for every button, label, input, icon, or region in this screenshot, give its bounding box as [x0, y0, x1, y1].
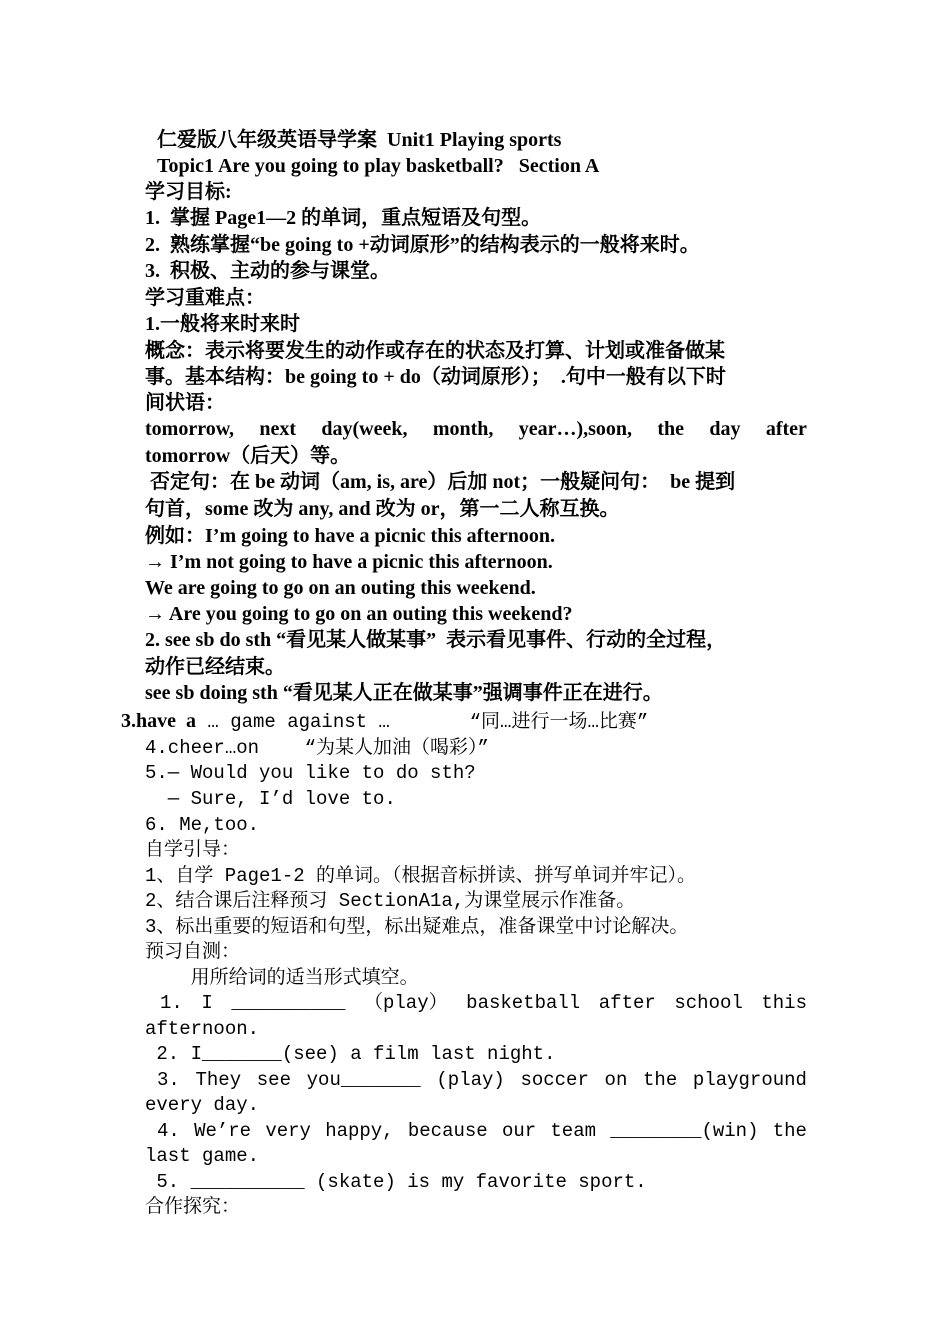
- point-1-title: 1.一般将来时来时: [145, 313, 300, 335]
- point-2-line-2: 动作已经结束。: [145, 656, 285, 678]
- pretest-heading: 预习自测：: [145, 941, 241, 963]
- question-2: 2. I_______(see) a film last night.: [145, 1043, 556, 1065]
- point-3: [121, 708, 648, 736]
- negative-line-2: 句首，some 改为 any, and 改为 or，第一二人称互换。: [145, 498, 620, 520]
- time-words-end: tomorrow（后天）等。: [145, 445, 351, 467]
- q1-word: I: [201, 992, 213, 1014]
- self-study-2: 2、结合课后注释预习 SectionA1a,为课堂展示作准备。: [145, 890, 636, 912]
- point-4: 4.cheer…on “为某人加油（喝彩）”: [145, 737, 489, 759]
- q4-word: our: [501, 1120, 537, 1142]
- q3-word: 3.: [157, 1069, 180, 1091]
- q3-word: see: [256, 1069, 291, 1091]
- q3-word: playground: [692, 1069, 807, 1091]
- q4-word: We’re: [194, 1120, 252, 1142]
- example-1: 例如：I’m going to have a picnic this afternoon.: [145, 525, 555, 547]
- negative-line-1: 否定句：在 be 动词（am, is, are）后加 not；一般疑问句： be 提到: [145, 471, 736, 493]
- objective-3: 3. 积极、主动的参与课堂。: [145, 260, 390, 282]
- cooperation-heading: 合作探究：: [145, 1196, 241, 1218]
- title-line-1: 仁爱版八年级英语导学案 Unit1 Playing sports: [157, 129, 562, 151]
- title-line-2: Topic1 Are you going to play basketball? Section A: [157, 155, 600, 177]
- question-5: 5. __________ (skate) is my favorite sport.: [145, 1171, 647, 1193]
- q1-word: this: [761, 992, 807, 1014]
- q4-word: very: [265, 1120, 311, 1142]
- time-word: next: [259, 418, 297, 440]
- q4-word: 4.: [157, 1120, 180, 1142]
- q3-word: (play): [436, 1069, 505, 1091]
- q4-word: because: [407, 1120, 488, 1142]
- q3-word: soccer: [520, 1069, 589, 1091]
- question-3: [157, 1067, 807, 1093]
- point-5-question: 5.— Would you like to do sth?: [145, 762, 476, 784]
- q1-word: school: [674, 992, 743, 1014]
- objective-2: 2. 熟练掌握“be going to +动词原形”的结构表示的一般将来时。: [145, 234, 700, 256]
- self-study-1: 1、自学 Page1-2 的单词。（根据音标拼读、拼写单词并牢记）。: [145, 865, 697, 887]
- objective-1: 1. 掌握 Page1—2 的单词，重点短语及句型。: [145, 207, 542, 229]
- pretest-instruction: 用所给词的适当形式填空。: [145, 967, 419, 989]
- self-study-3: 3、标出重要的短语和句型，标出疑难点，准备课堂中讨论解决。: [145, 916, 689, 938]
- point-6: 6. Me,too.: [145, 814, 260, 836]
- question-3-end: every day.: [145, 1094, 260, 1116]
- q4-word: team: [550, 1120, 597, 1142]
- q3-blank: you_______: [306, 1069, 421, 1091]
- objectives-heading: 学习目标:: [145, 181, 232, 203]
- time-word: day(week,: [321, 418, 408, 440]
- point-2-line-3: see sb doing sth “看见某人正在做某事”强调事件正在进行。: [145, 682, 663, 704]
- concept-line-3: 间状语：: [145, 392, 225, 414]
- time-word: day: [709, 418, 741, 440]
- q4-blank: ________(win): [610, 1120, 759, 1142]
- q3-word: the: [643, 1069, 678, 1091]
- example-4: → Are you going to go on an outing this weekend?: [145, 603, 573, 625]
- q3-word: on: [604, 1069, 628, 1091]
- q1-word: （play）: [363, 992, 448, 1014]
- time-word: year…),soon,: [518, 418, 633, 440]
- q1-word: 1.: [160, 992, 183, 1014]
- concept-line-1: 概念：表示将要发生的动作或存在的状态及打算、计划或准备做某: [145, 340, 725, 362]
- time-word: tomorrow,: [145, 418, 235, 440]
- concept-line-2: 事。基本结构：be going to + do（动词原形）； .句中一般有以下时: [145, 366, 726, 388]
- question-1-end: afternoon.: [145, 1018, 260, 1040]
- q1-blank: __________: [231, 992, 346, 1014]
- q3-word: They: [195, 1069, 242, 1091]
- time-word: after: [765, 418, 807, 440]
- example-2: → I’m not going to have a picnic this afternoon.: [145, 551, 553, 573]
- time-words-line: [145, 416, 807, 442]
- time-word: the: [657, 418, 685, 440]
- point-3-prefix: 3.have a: [121, 710, 196, 732]
- key-points-heading: 学习重难点：: [145, 287, 265, 309]
- point-5-answer: — Sure, I’d love to.: [145, 788, 396, 810]
- q1-word: after: [598, 992, 656, 1014]
- question-1: [160, 990, 807, 1016]
- question-4-end: last game.: [145, 1145, 260, 1167]
- q1-word: basketball: [466, 992, 581, 1014]
- self-study-heading: 自学引导：: [145, 839, 241, 861]
- q4-word: happy,: [325, 1120, 394, 1142]
- time-word: month,: [432, 418, 494, 440]
- question-4: [157, 1118, 807, 1144]
- point-2-line-1: 2. see sb do sth “看见某人做某事” 表示看见事件、行动的全过程，: [145, 629, 727, 651]
- point-3-rest: … game against … “同…进行一场…比赛”: [196, 711, 649, 733]
- example-3: We are going to go on an outing this weekend.: [145, 577, 536, 599]
- q4-word: the: [772, 1120, 807, 1142]
